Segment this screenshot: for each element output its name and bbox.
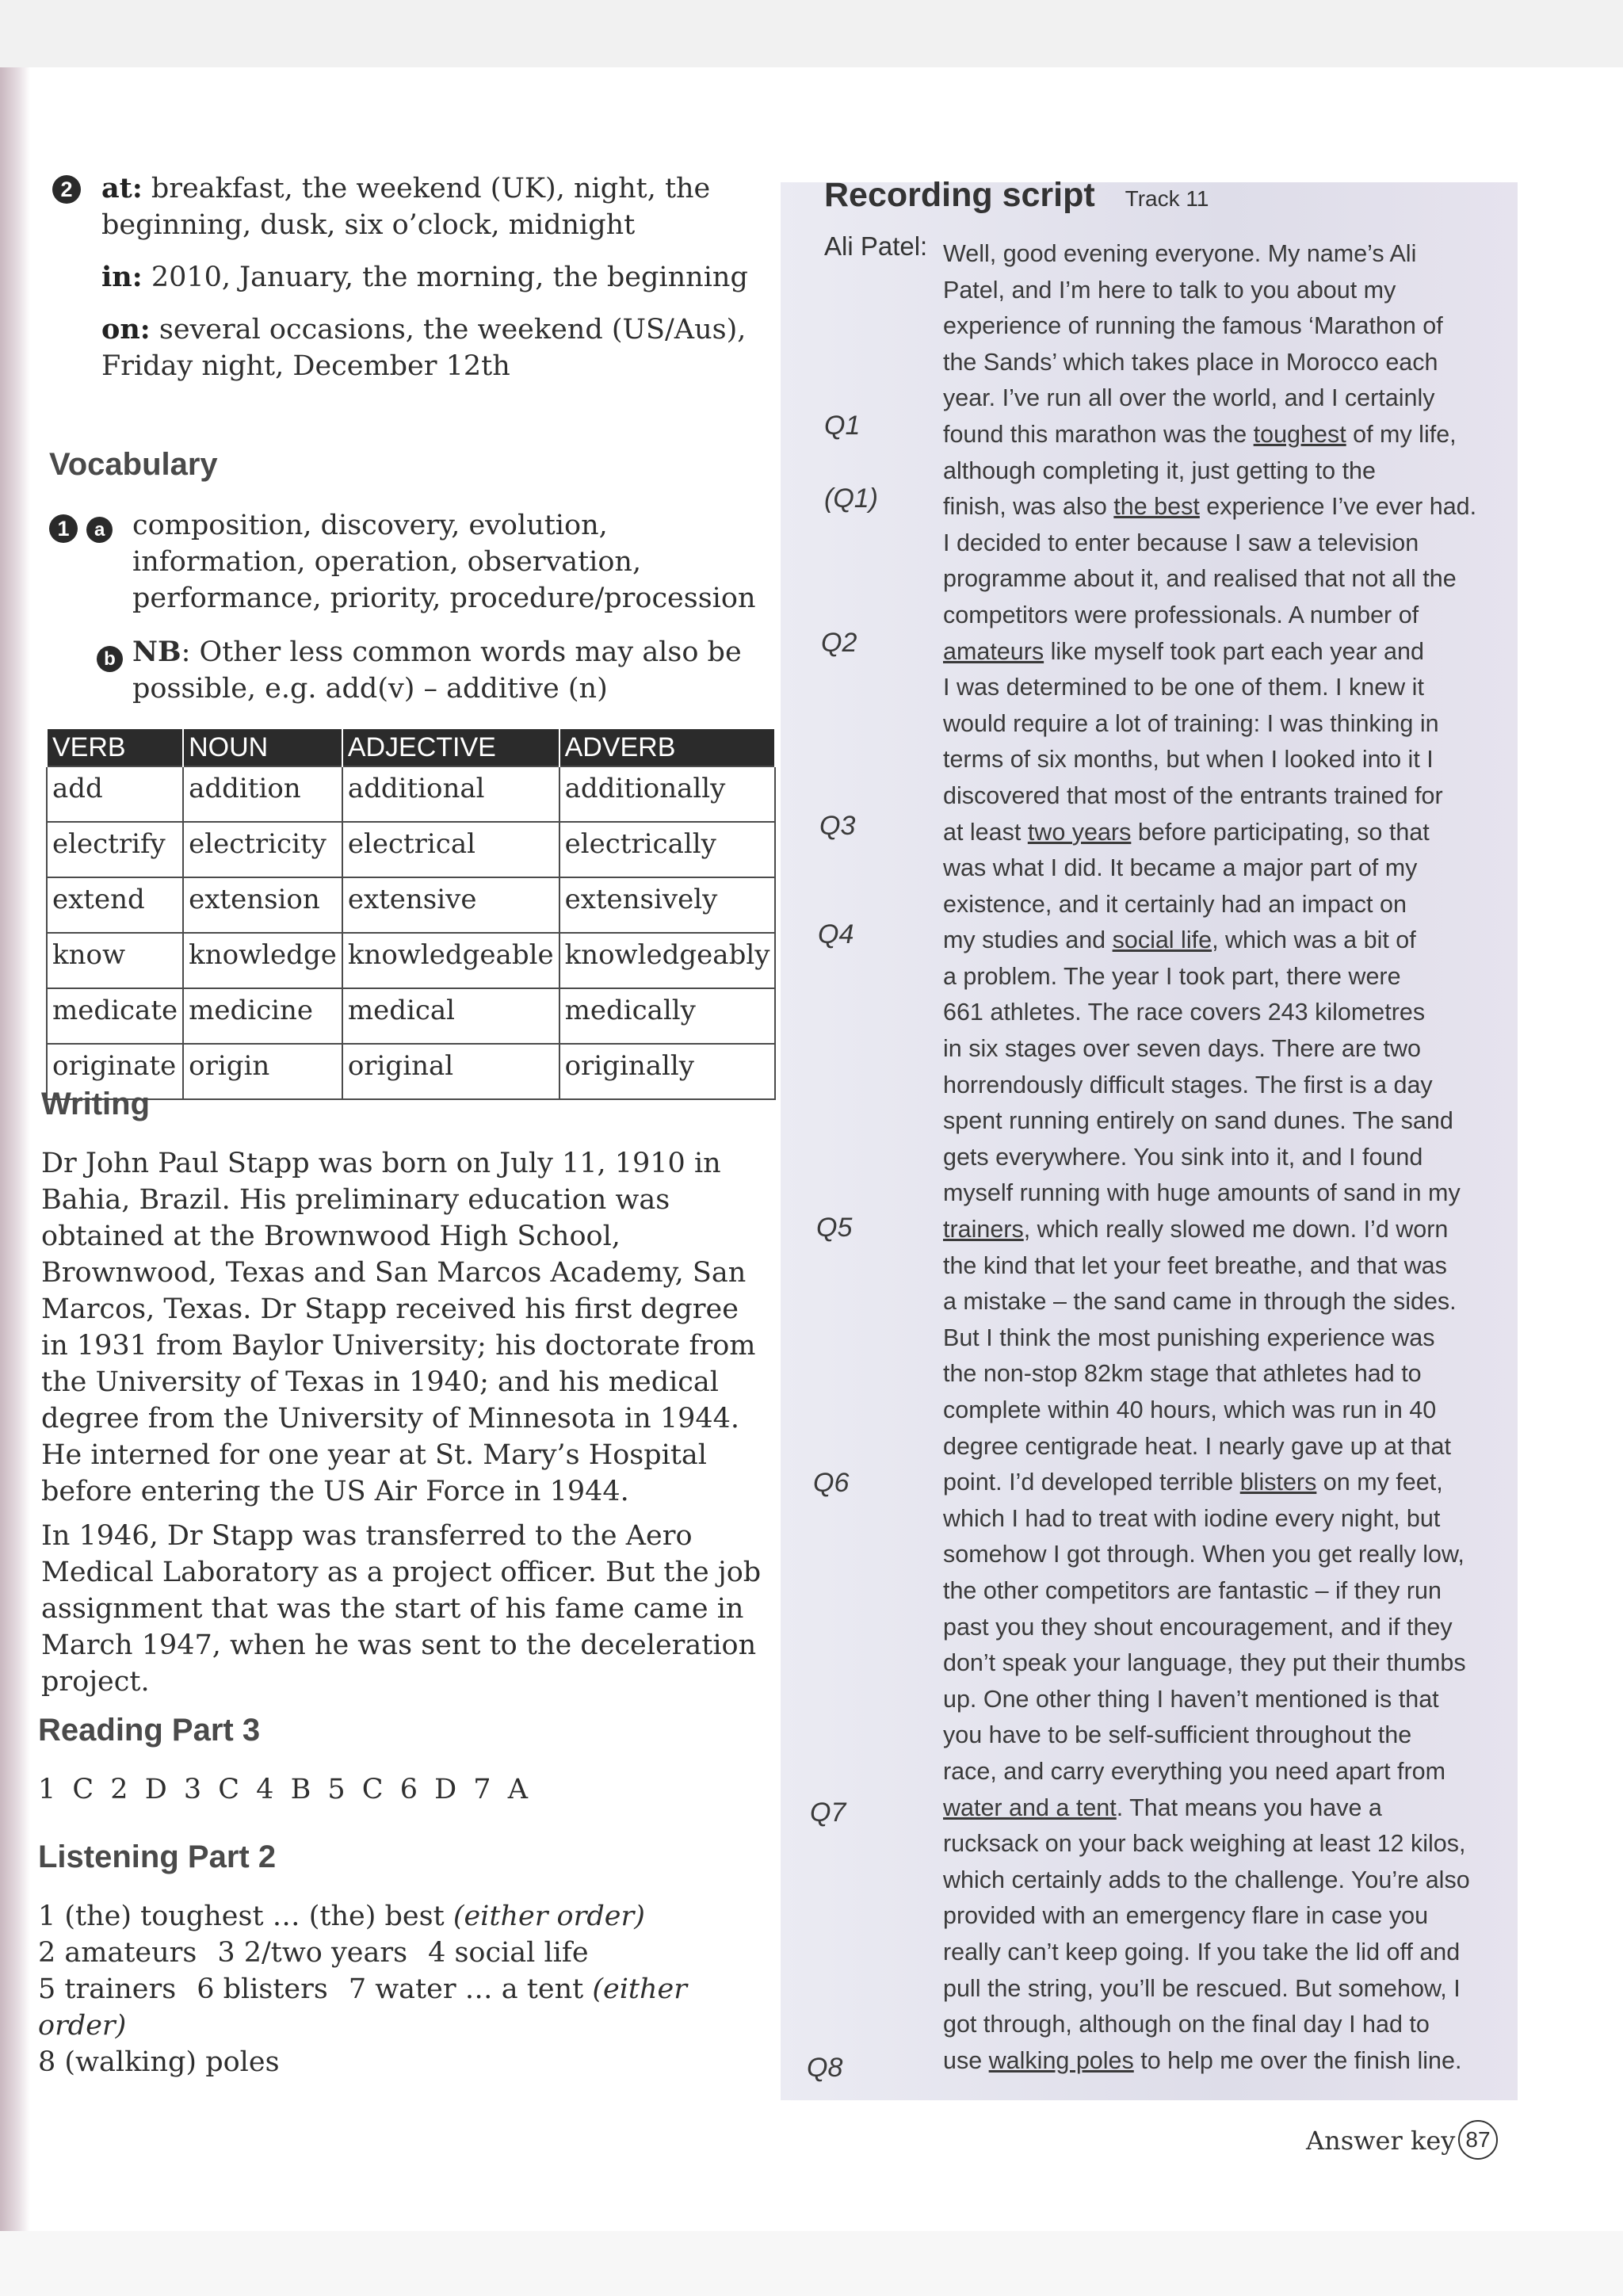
question-marker: (Q1) bbox=[824, 483, 878, 514]
table-header-row bbox=[47, 728, 775, 766]
script-line: somehow I got through. When you get really low, bbox=[943, 1541, 1465, 1568]
reading-answers: 1 C 2 D 3 C 4 B 5 C 6 D 7 A bbox=[38, 1774, 528, 1805]
listening-answer-line: 8 (walking) poles bbox=[38, 2046, 280, 2078]
table-cell: originally bbox=[559, 1044, 776, 1099]
exercise-number-1: 1 bbox=[49, 514, 78, 543]
script-line: you have to be self-sufficient throughout the bbox=[943, 1721, 1412, 1749]
script-line: 661 athletes. The race covers 243 kilometres bbox=[943, 999, 1426, 1026]
script-line: which certainly adds to the challenge. You’re also bbox=[943, 1866, 1470, 1893]
writing-paragraph: Dr John Paul Stapp was born on July 11, 1910 in Bahia, Brazil. His preliminary education was obtained at the Brownwood High School, Brownwood, Texas and San Marcos Academy, San Marcos, Texas. Dr Stapp received his first degree in 1931 from Baylor University; his doctorate from the University of Texas in 1940; and his medical degree from the University of Minnesota in 1944. He interned for one year at St. Mary’s Hospital before entering the US Air Force in 1944. bbox=[41, 1148, 756, 1507]
column-header: NOUN bbox=[183, 728, 342, 766]
vocabulary-heading: Vocabulary bbox=[49, 447, 218, 482]
page-binding-edge bbox=[0, 67, 30, 2231]
part-a-answers: composition, discovery, evolution, information, operation, observation, performance, priority, procedure/procession bbox=[132, 510, 756, 614]
vocabulary-part-a bbox=[49, 507, 762, 617]
script-line: degree centigrade heat. I nearly gave up at that bbox=[943, 1432, 1451, 1460]
script-line: experience of running the famous ‘Marathon of bbox=[943, 312, 1443, 340]
table-cell: addition bbox=[183, 766, 342, 822]
table-cell: extensively bbox=[559, 877, 776, 933]
script-line: spent running entirely on sand dunes. The sand bbox=[943, 1107, 1453, 1135]
script-line: complete within 40 hours, which was run in 40 bbox=[943, 1396, 1437, 1423]
script-line: rucksack on your back weighing at least 12 kilos, bbox=[943, 1830, 1466, 1858]
table-cell: knowledge bbox=[183, 933, 342, 988]
answer-underline: amateurs bbox=[943, 637, 1044, 665]
listening-answers bbox=[38, 1898, 767, 2080]
answer-underline: blisters bbox=[1239, 1469, 1317, 1496]
script-line: the Sands’ which takes place in Morocco each bbox=[943, 348, 1438, 376]
table-row bbox=[47, 933, 775, 988]
script-line: terms of six months, but when I looked into it I bbox=[943, 746, 1434, 774]
script-line: point. I’d developed terrible blisters on my feet, bbox=[943, 1469, 1443, 1496]
column-header: VERB bbox=[47, 728, 183, 766]
table-cell: extend bbox=[47, 877, 183, 933]
script-line: the kind that let your feet breathe, and that was bbox=[943, 1251, 1447, 1279]
reading-heading: Reading Part 3 bbox=[38, 1713, 261, 1748]
table-cell: know bbox=[47, 933, 183, 988]
question-marker: Q1 bbox=[824, 411, 861, 441]
script-line: the non-stop 82km stage that athletes had to bbox=[943, 1360, 1422, 1388]
top-margin bbox=[0, 0, 1623, 67]
table-cell: electrically bbox=[559, 822, 776, 877]
prepositions-answer bbox=[52, 170, 781, 400]
script-line: competitors were professionals. A number of bbox=[943, 601, 1419, 628]
table-cell: knowledgeable bbox=[342, 933, 559, 988]
track-label: Track 11 bbox=[1125, 186, 1209, 211]
script-line: Patel, and I’m here to talk to you about my bbox=[943, 276, 1396, 304]
listening-heading: Listening Part 2 bbox=[38, 1839, 277, 1874]
footer-section-label: Answer key bbox=[1306, 2126, 1456, 2156]
script-line: past you they shout encouragement, and if they bbox=[943, 1613, 1453, 1641]
script-line: a problem. The year I took part, there were bbox=[943, 962, 1401, 990]
writing-model-answer bbox=[41, 1145, 770, 1708]
answer-underline: water and a tent bbox=[943, 1794, 1117, 1821]
script-title: Recording script bbox=[824, 176, 1095, 214]
table-row bbox=[47, 877, 775, 933]
table-cell: knowledgeably bbox=[559, 933, 776, 988]
word-formation-table bbox=[46, 728, 776, 1100]
table-cell: extension bbox=[183, 877, 342, 933]
question-marker: Q2 bbox=[821, 628, 857, 658]
listening-answer-line: 1 (the) toughest … (the) best (either order) bbox=[38, 1901, 645, 1932]
column-header: ADVERB bbox=[559, 728, 776, 766]
question-marker: Q5 bbox=[816, 1213, 853, 1243]
table-cell: medically bbox=[559, 988, 776, 1044]
table-cell: origin bbox=[183, 1044, 342, 1099]
table-cell: additionally bbox=[559, 766, 776, 822]
script-line: pull the string, you’ll be rescued. But somehow, I bbox=[943, 1974, 1461, 2002]
table-cell: medicate bbox=[47, 988, 183, 1044]
script-line: I decided to enter because I saw a television bbox=[943, 529, 1419, 556]
script-line: in six stages over seven days. There are two bbox=[943, 1035, 1421, 1063]
script-line: which I had to treat with iodine every night, but bbox=[943, 1504, 1441, 1532]
script-line: existence, and it certainly had an impact on bbox=[943, 890, 1407, 918]
listening-answer-line: 2 amateurs 3 2/two years 4 social life bbox=[38, 1937, 589, 1969]
table-row bbox=[47, 766, 775, 822]
script-line: really can’t keep going. If you take the lid off and bbox=[943, 1938, 1461, 1966]
script-line: discovered that most of the entrants trained for bbox=[943, 781, 1443, 809]
part-b-note: NB: Other less common words may also be possible, e.g. add(v) – additive (n) bbox=[132, 636, 742, 705]
script-line: provided with an emergency flare in case you bbox=[943, 1902, 1429, 1930]
in-line: in: 2010, January, the morning, the beginning bbox=[101, 261, 748, 293]
script-line: Well, good evening everyone. My name’s Ali bbox=[943, 240, 1417, 267]
script-line: my studies and social life, which was a bit of bbox=[943, 926, 1416, 954]
answer-underline: two years bbox=[1027, 818, 1132, 846]
table-row bbox=[47, 822, 775, 877]
speaker-label: Ali Patel: bbox=[824, 231, 928, 261]
script-line: a mistake – the sand came in through the sides. bbox=[943, 1288, 1457, 1316]
listening-answer-line: 5 trainers 6 blisters 7 water … a tent (either order) bbox=[38, 1973, 687, 2042]
table-row bbox=[47, 988, 775, 1044]
script-line: horrendously difficult stages. The first is a day bbox=[943, 1071, 1433, 1098]
table-cell: electricity bbox=[183, 822, 342, 877]
script-line: I was determined to be one of them. I knew it bbox=[943, 674, 1424, 701]
question-marker: Q3 bbox=[819, 811, 856, 841]
table-cell: original bbox=[342, 1044, 559, 1099]
answer-underline: trainers bbox=[943, 1216, 1024, 1244]
table-cell: electrify bbox=[47, 822, 183, 877]
answer-underline: the best bbox=[1113, 493, 1200, 521]
script-line: myself running with huge amounts of sand in my bbox=[943, 1179, 1461, 1207]
question-marker: Q6 bbox=[813, 1468, 850, 1498]
script-line: amateurs like myself took part each year and bbox=[943, 637, 1424, 665]
question-marker: Q8 bbox=[807, 2053, 843, 2083]
table-cell: medical bbox=[342, 988, 559, 1044]
script-line: gets everywhere. You sink into it, and I found bbox=[943, 1143, 1423, 1171]
writing-heading: Writing bbox=[41, 1087, 151, 1121]
answer-underline: toughest bbox=[1253, 420, 1346, 448]
page-number: 87 bbox=[1458, 2120, 1498, 2160]
script-line: was what I did. It became a major part of my bbox=[943, 854, 1418, 882]
writing-paragraph: In 1946, Dr Stapp was transferred to the Aero Medical Laboratory as a project officer. But the job assignment that was the start of his fame came in March 1947, when he was sent to the deceleration project. bbox=[41, 1520, 762, 1698]
question-marker: Q4 bbox=[818, 919, 854, 949]
answer-underline: walking poles bbox=[988, 2046, 1134, 2074]
table-row bbox=[47, 1044, 775, 1099]
recording-script-header bbox=[824, 176, 1209, 215]
script-line: year. I’ve run all over the world, and I certainly bbox=[943, 384, 1435, 412]
part-b-marker: b bbox=[97, 646, 123, 672]
script-line: at least two years before participating, so that bbox=[943, 818, 1430, 846]
bottom-margin bbox=[0, 2231, 1623, 2296]
table-cell: originate bbox=[47, 1044, 183, 1099]
at-line: at: breakfast, the weekend (UK), night, the beginning, dusk, six o’clock, midnight bbox=[101, 172, 711, 241]
table-cell: add bbox=[47, 766, 183, 822]
recording-script-text bbox=[943, 236, 1498, 2079]
script-line: race, and carry everything you need apart from bbox=[943, 1757, 1446, 1785]
table-cell: medicine bbox=[183, 988, 342, 1044]
script-line: don’t speak your language, they put their thumbs bbox=[943, 1649, 1466, 1677]
part-a-marker: a bbox=[86, 517, 113, 543]
script-line: But I think the most punishing experience was bbox=[943, 1324, 1435, 1351]
on-line: on: several occasions, the weekend (US/Aus), Friday night, December 12th bbox=[101, 313, 747, 382]
script-line: up. One other thing I haven’t mentioned is that bbox=[943, 1685, 1439, 1713]
script-line: although completing it, just getting to the bbox=[943, 457, 1376, 484]
column-header: ADJECTIVE bbox=[342, 728, 559, 766]
script-line: use walking poles to help me over the finish line. bbox=[943, 2046, 1462, 2074]
question-marker: Q7 bbox=[810, 1797, 846, 1828]
script-line: the other competitors are fantastic – if they run bbox=[943, 1576, 1442, 1604]
table-cell: additional bbox=[342, 766, 559, 822]
script-line: got through, although on the final day I had to bbox=[943, 2011, 1430, 2038]
vocabulary-part-b bbox=[49, 634, 762, 707]
answer-underline: social life bbox=[1112, 926, 1212, 954]
script-line: found this marathon was the toughest of my life, bbox=[943, 420, 1457, 448]
script-line: water and a tent. That means you have a bbox=[943, 1794, 1382, 1821]
table-cell: electrical bbox=[342, 822, 559, 877]
script-line: would require a lot of training: I was thinking in bbox=[943, 709, 1439, 737]
script-line: programme about it, and realised that not all the bbox=[943, 565, 1457, 593]
table-cell: extensive bbox=[342, 877, 559, 933]
exercise-number-2: 2 bbox=[52, 175, 81, 204]
script-line: trainers, which really slowed me down. I’d worn bbox=[943, 1216, 1449, 1244]
script-line: finish, was also the best experience I’ve ever had. bbox=[943, 493, 1477, 521]
